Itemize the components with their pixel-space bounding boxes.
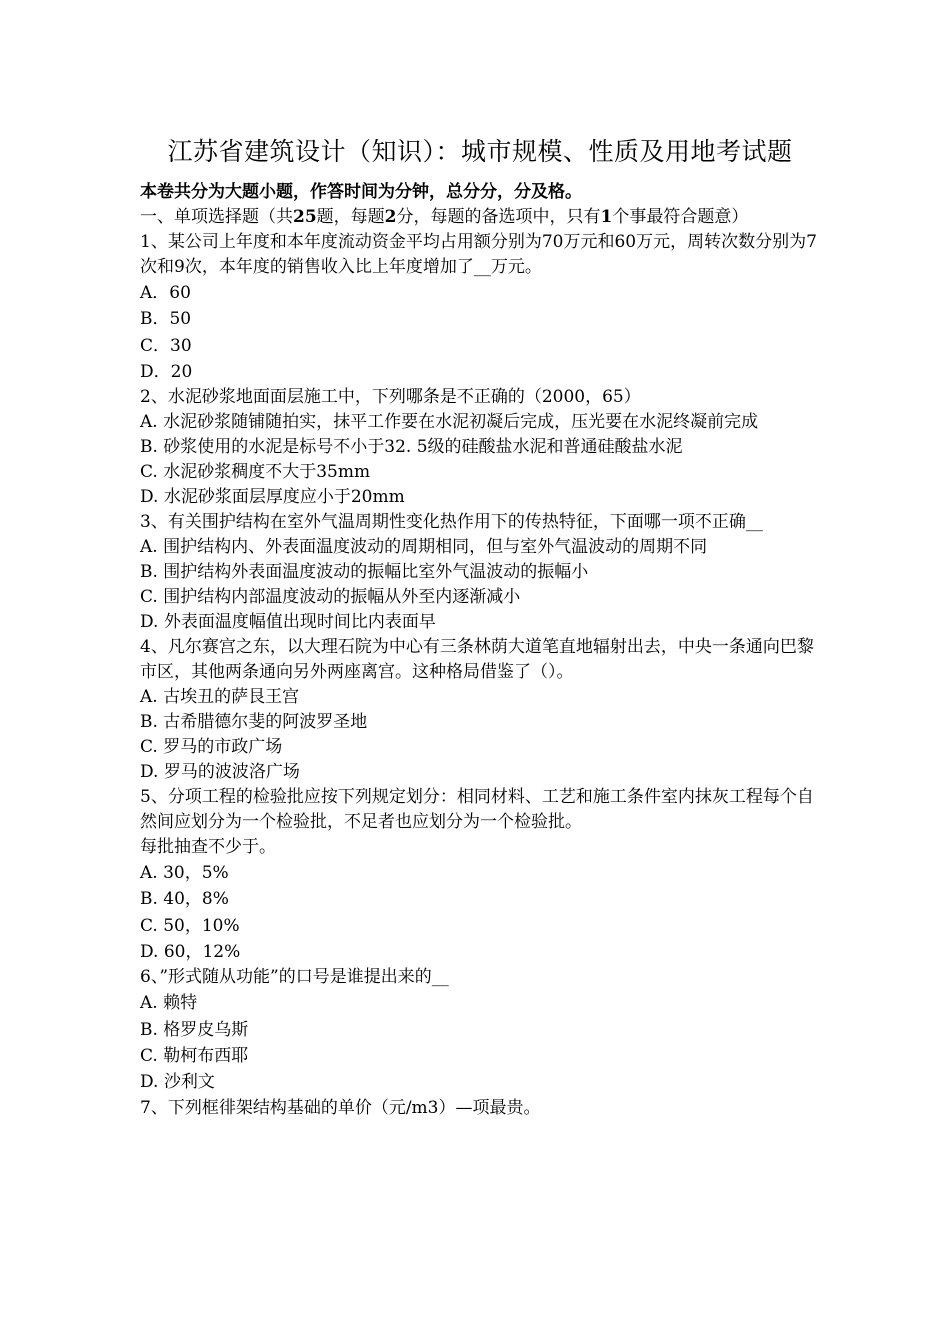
option-b: B. 格罗皮乌斯 <box>140 1019 249 1040</box>
option-d: D. 沙利文 <box>140 1072 215 1093</box>
option-c: C. 50，10% <box>140 915 240 936</box>
question-1: 1、某公司上年度和本年度流动资金平均占用额分别为70万元和60万元，周转次数分别为7次和9次，本年度的销售收入比上年度增加了__万元。 <box>140 232 817 277</box>
option-c: C. 勒柯布西耶 <box>140 1045 249 1066</box>
question-3-options <box>140 535 820 635</box>
section-header-text: 分，每题的备选项中，只有 <box>396 207 601 227</box>
question-6-options <box>140 990 820 1095</box>
section-header-text: 一、单项选择题（共 <box>140 207 293 227</box>
option-b: B．50 <box>140 309 192 330</box>
option-d: D. 60，12% <box>140 942 241 963</box>
option-d: D. 罗马的波波洛广场 <box>140 762 300 783</box>
correct-count: 1 <box>600 207 613 227</box>
section-header-text: 个事最符合题意） <box>612 207 749 227</box>
option-a: A. 30，5% <box>140 863 229 884</box>
question-5: 5、分项工程的检验批应按下列规定划分：相同材料、工艺和施工条件室内抹灰工程每个自然间应划分为一个检验批，不足者也应划分为一个检验批。 <box>140 787 814 833</box>
option-a: A. 古埃丑的萨艮王宫 <box>140 687 300 708</box>
option-c: C．30 <box>140 335 192 356</box>
question-2-options <box>140 410 820 510</box>
option-b: B. 古希腊德尔斐的阿波罗圣地 <box>140 712 368 733</box>
question-4: 4、凡尔赛宫之东，以大理石院为中心有三条林荫大道笔直地辐射出去，中央一条通向巴黎市区，其他两条通向另外两座离宫。这种格局借鉴了（）。 <box>140 637 814 683</box>
document-title: 江苏省建筑设计（知识）：城市规模、性质及用地考试题 <box>167 137 793 166</box>
section-header <box>140 205 820 230</box>
option-a: A. 赖特 <box>140 993 198 1014</box>
option-c: C. 罗马的市政广场 <box>140 737 283 758</box>
option-a: A．60 <box>140 283 191 303</box>
question-1-options <box>140 280 820 385</box>
option-b: B. 围护结构外表面温度波动的振幅比室外气温波动的振幅小 <box>140 562 589 583</box>
question-6: 6、”形式随从功能”的口号是谁提出来的__ <box>140 967 449 988</box>
question-2: 2、水泥砂浆地面面层施工中，下列哪条是不正确的（2000，65） <box>140 387 641 408</box>
option-d: D．20 <box>140 361 193 382</box>
exam-intro: 本卷共分为大题小题，作答时间为分钟，总分分，分及格。 <box>140 182 582 202</box>
points-per-question: 2 <box>384 207 397 227</box>
option-b: B. 砂浆使用的水泥是标号不小于32. 5级的硅酸盐水泥和普通硅酸盐水泥 <box>140 437 683 458</box>
question-5-continuation: 每批抽查不少于。 <box>140 837 276 858</box>
question-5-options <box>140 860 820 965</box>
section-header-text: 题，每题 <box>316 207 385 227</box>
option-d: D. 水泥砂浆面层厚度应小于20mm <box>140 487 405 508</box>
question-7: 7、下列框徘架结构基础的单价（元/m3）—项最贵。 <box>140 1097 541 1118</box>
document-page <box>140 132 820 1121</box>
option-c: C. 围护结构内部温度波动的振幅从外至内逐渐减小 <box>140 587 521 608</box>
option-b: B. 40，8% <box>140 889 229 910</box>
option-d: D. 外表面温度幅值出现时间比内表面早 <box>140 612 436 633</box>
option-a: A. 围护结构内、外表面温度波动的周期相同，但与室外气温波动的周期不同 <box>140 537 708 558</box>
question-count: 25 <box>293 207 317 227</box>
question-4-options <box>140 685 820 785</box>
option-c: C. 水泥砂浆稠度不大于35mm <box>140 462 371 483</box>
option-a: A. 水泥砂浆随铺随拍实，抹平工作要在水泥初凝后完成，压光要在水泥终凝前完成 <box>140 412 759 433</box>
question-3: 3、有关围护结构在室外气温周期性变化热作用下的传热特征，下面哪一项不正确__ <box>140 512 763 533</box>
